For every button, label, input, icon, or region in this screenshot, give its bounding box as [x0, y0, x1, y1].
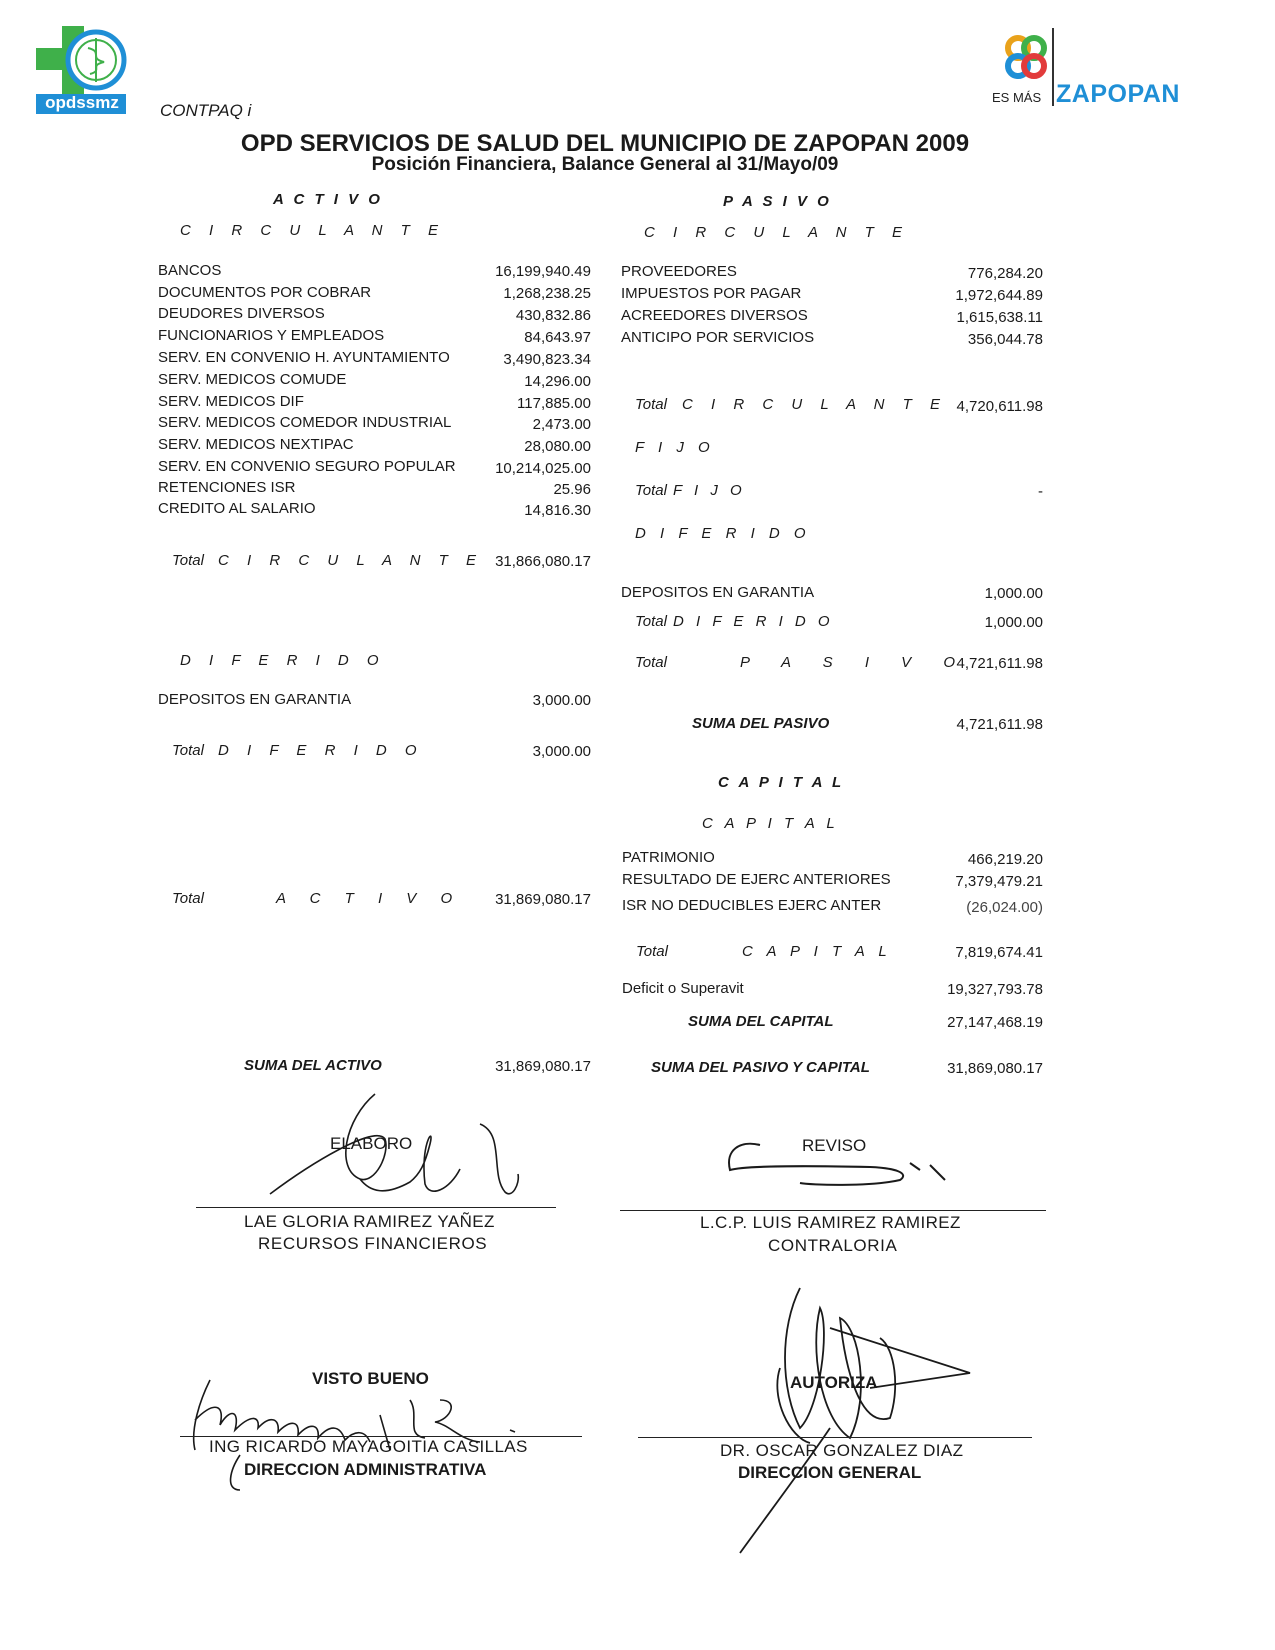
activo-diferido-item-label: DEPOSITOS EN GARANTIA: [158, 691, 352, 708]
pasivo-total-diferido-label: D I F E R I D O: [673, 613, 834, 630]
activo-item-value: 117,885.00: [517, 395, 591, 412]
activo-heading: A C T I V O: [273, 191, 383, 208]
visto-bueno-title: VISTO BUENO: [312, 1369, 429, 1388]
zapopan-tagline: ES MÁS: [992, 90, 1042, 105]
capital-item-label: ISR NO DEDUCIBLES EJERC ANTER: [622, 897, 882, 914]
activo-item-value: 16,199,940.49: [495, 263, 591, 280]
capital-item-value: 466,219.20: [967, 851, 1043, 868]
activo-item-value: 1,268,238.25: [503, 285, 591, 302]
capital-total-prefix: Total: [636, 943, 668, 960]
pasivo-total-diferido-prefix: Total: [635, 613, 667, 630]
pasivo-diferido-item-label: DEPOSITOS EN GARANTIA: [621, 584, 815, 601]
activo-item-value: 10,214,025.00: [495, 460, 591, 477]
pasivo-total-circulante-value: 4,720,611.98: [956, 398, 1043, 415]
reviso-dept: CONTRALORIA: [768, 1236, 898, 1255]
opdssmz-logo-text: opdssmz: [45, 93, 119, 112]
activo-item-label: CREDITO AL SALARIO: [158, 500, 316, 517]
pasivo-item-label: PROVEEDORES: [621, 263, 737, 280]
pasivo-heading: P A S I V O: [723, 193, 832, 210]
report-subtitle: Posición Financiera, Balance General al 31/Mayo/09: [371, 154, 839, 175]
activo-item-label: SERV. MEDICOS NEXTIPAC: [158, 436, 354, 453]
zapopan-knot-icon: [1000, 32, 1052, 84]
pasivo-diferido-heading: D I F E R I D O: [635, 525, 811, 542]
activo-diferido-heading: D I F E R I D O: [180, 652, 386, 669]
pasivo-total-circulante-label: C I R C U L A N T E: [682, 396, 947, 413]
autoriza-name: DR. OSCAR GONZALEZ DIAZ: [720, 1441, 964, 1460]
autoriza-line: [638, 1437, 1032, 1438]
software-name: CONTPAQ i: [160, 101, 252, 120]
pasivo-item-value: 356,044.78: [967, 331, 1043, 348]
suma-capital-value: 27,147,468.19: [947, 1014, 1043, 1031]
pasivo-total-label: P A S I V O: [740, 654, 970, 671]
activo-item-label: SERV. MEDICOS COMUDE: [158, 371, 347, 388]
activo-item-value: 25.96: [553, 481, 591, 498]
reviso-title: REVISO: [802, 1136, 867, 1155]
pasivo-total-fijo-value: -: [1038, 483, 1043, 500]
autoriza-title: AUTORIZA: [790, 1373, 878, 1392]
pasivo-total-diferido-value: 1,000.00: [984, 614, 1043, 631]
activo-item-value: 14,816.30: [524, 502, 591, 519]
visto-bueno-dept: DIRECCION ADMINISTRATIVA: [244, 1460, 487, 1479]
capital-item-label: PATRIMONIO: [622, 849, 715, 866]
suma-pasivo-value: 4,721,611.98: [956, 716, 1043, 733]
suma-pasivo-capital-value: 31,869,080.17: [947, 1060, 1043, 1077]
activo-total-circulante-prefix: Total: [172, 552, 204, 569]
capital-item-label: RESULTADO DE EJERC ANTERIORES: [622, 871, 891, 888]
activo-item-label: DEUDORES DIVERSOS: [158, 305, 325, 322]
capital-item-value: 7,379,479.21: [955, 873, 1043, 890]
pasivo-total-circulante-prefix: Total: [635, 396, 667, 413]
elaboro-line: [196, 1207, 556, 1208]
pasivo-diferido-item-value: 1,000.00: [984, 585, 1043, 602]
activo-total-value: 31,869,080.17: [495, 891, 591, 908]
activo-total-diferido-label: D I F E R I D O: [218, 742, 424, 759]
zapopan-brand: ZAPOPAN: [1056, 80, 1180, 108]
pasivo-item-label: ACREEDORES DIVERSOS: [621, 307, 808, 324]
activo-item-label: SERV. EN CONVENIO SEGURO POPULAR: [158, 458, 456, 475]
capital-subheading: C A P I T A L: [702, 815, 839, 832]
activo-item-label: SERV. MEDICOS COMEDOR INDUSTRIAL: [158, 414, 452, 431]
elaboro-title: ELABORO: [330, 1134, 413, 1153]
reviso-line: [620, 1210, 1046, 1211]
zapopan-logo: [992, 28, 1187, 108]
elaboro-signature: [250, 1084, 550, 1214]
activo-item-value: 28,080.00: [524, 438, 591, 455]
activo-item-value: 2,473.00: [532, 416, 591, 433]
activo-total-diferido-prefix: Total: [172, 742, 204, 759]
capital-heading: C A P I T A L: [718, 774, 845, 791]
elaboro-name: LAE GLORIA RAMIREZ YAÑEZ: [244, 1212, 495, 1231]
activo-total-circulante-value: 31,866,080.17: [495, 553, 591, 570]
activo-item-label: SERV. EN CONVENIO H. AYUNTAMIENTO: [158, 349, 450, 366]
deficit-value: 19,327,793.78: [947, 981, 1043, 998]
activo-item-label: FUNCIONARIOS Y EMPLEADOS: [158, 327, 385, 344]
activo-item-value: 14,296.00: [524, 373, 591, 390]
suma-pasivo-capital-label: SUMA DEL PASIVO Y CAPITAL: [651, 1059, 870, 1076]
autoriza-dept: DIRECCION GENERAL: [738, 1463, 922, 1482]
pasivo-total-fijo-prefix: Total: [635, 482, 667, 499]
activo-diferido-item-value: 3,000.00: [532, 692, 591, 709]
pasivo-item-label: ANTICIPO POR SERVICIOS: [621, 329, 815, 346]
activo-item-label: DOCUMENTOS POR COBRAR: [158, 284, 372, 301]
suma-activo-label: SUMA DEL ACTIVO: [244, 1057, 382, 1074]
activo-total-prefix: Total: [172, 890, 204, 907]
pasivo-item-value: 776,284.20: [967, 265, 1043, 282]
elaboro-dept: RECURSOS FINANCIEROS: [258, 1234, 488, 1253]
pasivo-circulante-heading: C I R C U L A N T E: [644, 224, 909, 241]
capital-total-label: C A P I T A L: [742, 943, 892, 960]
deficit-label: Deficit o Superavit: [622, 980, 744, 997]
pasivo-total-prefix: Total: [635, 654, 667, 671]
capital-item-value: (26,024.00): [966, 899, 1043, 916]
activo-total-diferido-value: 3,000.00: [532, 743, 591, 760]
reviso-name: L.C.P. LUIS RAMIREZ RAMIREZ: [700, 1213, 961, 1232]
pasivo-total-value: 4,721,611.98: [956, 655, 1043, 672]
pasivo-fijo-heading: F I J O: [635, 439, 715, 456]
pasivo-total-fijo-label: F I J O: [673, 482, 746, 499]
activo-item-value: 3,490,823.34: [503, 351, 591, 368]
pasivo-item-value: 1,972,644.89: [955, 287, 1043, 304]
activo-item-value: 84,643.97: [524, 329, 591, 346]
report-title: OPD SERVICIOS DE SALUD DEL MUNICIPIO DE ZAPOPAN 2009: [240, 130, 970, 157]
zapopan-divider: [1052, 28, 1054, 106]
activo-item-value: 430,832.86: [515, 307, 591, 324]
reviso-signature: [720, 1135, 960, 1205]
pasivo-item-value: 1,615,638.11: [956, 309, 1043, 326]
visto-bueno-name: ING RICARDO MAYAGOITIA CASILLAS: [209, 1437, 528, 1456]
activo-circulante-heading: C I R C U L A N T E: [180, 222, 445, 239]
capital-total-value: 7,819,674.41: [955, 944, 1043, 961]
autoriza-signature: [720, 1268, 980, 1558]
opdssmz-logo: [36, 26, 128, 118]
suma-pasivo-label: SUMA DEL PASIVO: [692, 715, 830, 732]
activo-total-circulante-label: C I R C U L A N T E: [218, 552, 483, 569]
suma-activo-value: 31,869,080.17: [495, 1058, 591, 1075]
activo-total-label: A C T I V O: [276, 890, 463, 907]
activo-item-label: BANCOS: [158, 262, 222, 279]
suma-capital-label: SUMA DEL CAPITAL: [688, 1013, 834, 1030]
activo-item-label: SERV. MEDICOS DIF: [158, 393, 304, 410]
pasivo-item-label: IMPUESTOS POR PAGAR: [621, 285, 802, 302]
activo-item-label: RETENCIONES ISR: [158, 479, 296, 496]
